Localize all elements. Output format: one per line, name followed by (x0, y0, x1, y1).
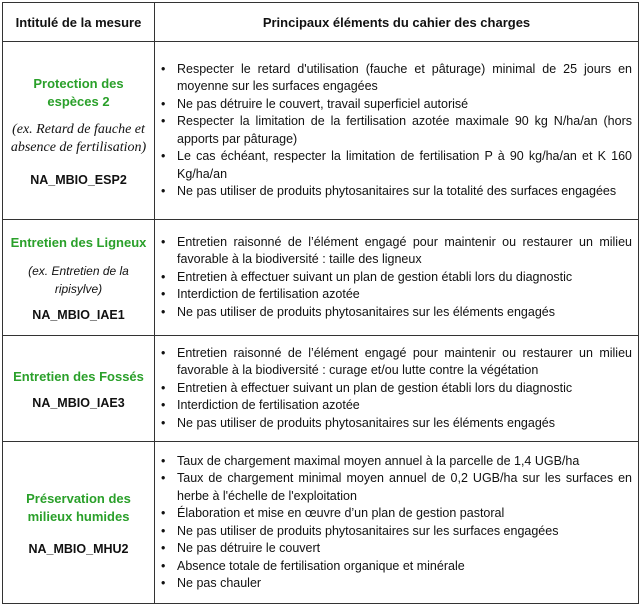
header-specifications: Principaux éléments du cahier des charges (155, 3, 639, 42)
list-item: • Élaboration et mise en œuvre d’un plan de gestion pastoral (177, 505, 632, 523)
specifications-list (155, 345, 638, 433)
specifications-list (155, 453, 638, 593)
list-item: • Respecter le retard d'utilisation (fauche et pâturage) minimal de 25 jours en moyenne sur les surfaces engagées (177, 61, 632, 96)
measure-title: Entretien des Ligneux (10, 234, 147, 250)
list-item: • Taux de chargement minimal moyen annuel de 0,2 UGB/ha sur les surfaces en herbe à l'échelle de l'exploitation (177, 470, 632, 505)
specifications-cell (155, 442, 639, 604)
specifications-list (155, 234, 638, 322)
list-item: • Le cas échéant, respecter la limitation de fertilisation P à 90 kg/ha/an et K 160 Kg/ha/an (177, 148, 632, 183)
list-item: • Ne pas utiliser de produits phytosanitaires sur les éléments engagés (177, 415, 632, 433)
measure-code: NA_MBIO_IAE1 (32, 307, 125, 322)
measure-cell (3, 42, 155, 220)
list-item: • Interdiction de fertilisation azotée (177, 286, 632, 304)
list-item: • Ne pas chauler (177, 575, 632, 593)
specifications-list (155, 61, 638, 201)
measure-example: (ex. Retard de fauche et absence de fertilisation) (10, 121, 147, 155)
table-row (3, 336, 639, 442)
list-item: • Ne pas détruire le couvert, travail superficiel autorisé (177, 96, 632, 114)
table-row (3, 220, 639, 336)
measure-code: NA_MBIO_ESP2 (30, 172, 127, 187)
list-item: • Ne pas utiliser de produits phytosanitaires sur les surfaces engagées (177, 523, 632, 541)
measure-title: Entretien des Fossés (13, 368, 144, 384)
measure-cell (3, 220, 155, 336)
specifications-cell (155, 220, 639, 336)
list-item: • Entretien raisonné de l’élément engagé pour maintenir ou restaurer un milieu favorable à la biodiversité : taille des ligneux (177, 234, 632, 269)
table-row (3, 442, 639, 604)
specifications-cell (155, 42, 639, 220)
list-item: • Ne pas utiliser de produits phytosanitaires sur les éléments engagés (177, 304, 632, 322)
list-item: • Ne pas utiliser de produits phytosanitaires sur la totalité des surfaces engagées (177, 183, 632, 201)
specifications-cell (155, 336, 639, 442)
list-item: • Interdiction de fertilisation azotée (177, 397, 632, 415)
measure-cell (3, 336, 155, 442)
list-item: • Entretien à effectuer suivant un plan de gestion établi lors du diagnostic (177, 380, 632, 398)
list-item: • Respecter la limitation de la fertilisation azotée maximale 90 kg N/ha/an (hors apports par pâturage) (177, 113, 632, 148)
list-item: • Absence totale de fertilisation organique et minérale (177, 558, 632, 576)
table-header-row (3, 3, 639, 42)
header-measure-title: Intitulé de la mesure (3, 3, 155, 42)
measure-example: (ex. Entretien de la ripisylve) (28, 263, 129, 296)
list-item: • Entretien à effectuer suivant un plan de gestion établi lors du diagnostic (177, 269, 632, 287)
list-item: • Taux de chargement maximal moyen annuel à la parcelle de 1,4 UGB/ha (177, 453, 632, 471)
measure-title: Préservation des milieux humides (26, 490, 131, 524)
measure-cell (3, 442, 155, 604)
list-item: • Ne pas détruire le couvert (177, 540, 632, 558)
measure-title: Protection des espèces 2 (33, 75, 124, 109)
measure-code: NA_MBIO_IAE3 (32, 395, 125, 410)
table-row (3, 42, 639, 220)
measure-code: NA_MBIO_MHU2 (28, 541, 129, 556)
measures-table (2, 2, 639, 604)
list-item: • Entretien raisonné de l’élément engagé pour maintenir ou restaurer un milieu favorable à la biodiversité : curage et/ou lutte contre la végétation (177, 345, 632, 380)
